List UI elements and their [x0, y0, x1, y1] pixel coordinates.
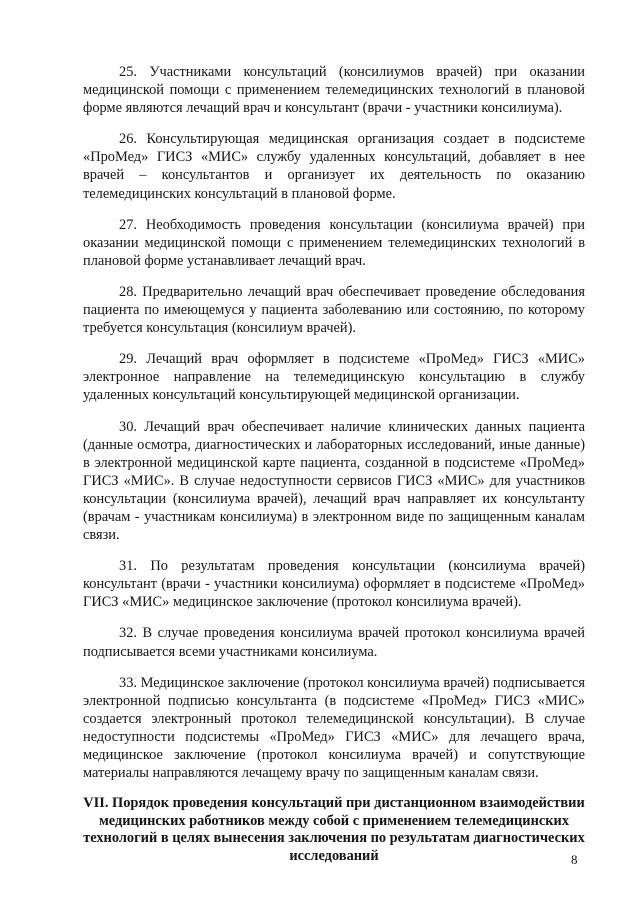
- paragraph-28: 28. Предварительно лечащий врач обеспечивает проведение обследования пациента по имеющемуся у пациента заболеванию или состоянию, по которому требуется консультация (консилиум врачей).: [83, 283, 585, 337]
- paragraph-26: 26. Консультирующая медицинская организация создает в подсистеме «ПроМед» ГИСЗ «МИС» службу удаленных консультаций, добавляет в нее врачей – консультантов и организует их деятельность по оказанию телемедицинских консультаций в плановой форме.: [83, 131, 585, 202]
- paragraph-25: 25. Участниками консультаций (консилиумов врачей) при оказании медицинской помощи с применением телемедицинских технологий в плановой форме являются лечащий врач и консультант (врачи - участники консилиума).: [83, 64, 585, 117]
- paragraph-29: 29. Лечащий врач оформляет в подсистеме «ПроМед» ГИСЗ «МИС» электронное направление на телемедицинскую консультацию в службу удаленных консультаций консультирующей медицинской организации.: [83, 351, 585, 404]
- section-heading: VII. Порядок проведения консультаций при дистанционном взаимодействии медицинских работников между собой с применением телемедицинских технологий в целях вынесения заключения по результатам диагностических исследований: [83, 795, 585, 864]
- paragraph-27: 27. Необходимость проведения консультации (консилиума врачей) при оказании медицинской помощи с применением телемедицинских технологий в плановой форме устанавливает лечащий врач.: [83, 216, 585, 269]
- page-number: 8: [571, 852, 578, 867]
- paragraph-30: 30. Лечащий врач обеспечивает наличие клинических данных пациента (данные осмотра, диагностических и лабораторных исследований, иные данные) в электронной медицинской карте пациента, созданной в подсистеме «ПроМед» ГИСЗ «МИС». В случае недоступности сервисов ГИСЗ «МИС» для участников консультации (консилиума врачей), лечащий врач направляет их консультанту (врачам - участникам консилиума) в электронном виде по защищенным каналам связи.: [83, 418, 585, 544]
- paragraph-33: 33. Медицинское заключение (протокол консилиума врачей) подписывается электронной подписью консультанта (в подсистеме «ПроМед» ГИСЗ «МИС» создается электронный протокол телемедицинской консультации). В случае недоступности подсистемы «ПроМед» ГИСЗ «МИС» для лечащего врача, медицинское заключение (протокол консилиума врачей) и сопутствующие материалы направляются лечащему врачу по защищенным каналам связи.: [83, 674, 585, 782]
- paragraph-31: 31. По результатам проведения консультации (консилиума врачей) консультант (врачи - участники консилиума) оформляет в подсистеме «ПроМед» ГИСЗ «МИС» медицинское заключение (протокол консилиума врачей).: [83, 558, 585, 611]
- document-body: [83, 63, 585, 866]
- paragraph-32: 32. В случае проведения консилиума врачей протокол консилиума врачей подписывается всеми участниками консилиума.: [83, 625, 585, 660]
